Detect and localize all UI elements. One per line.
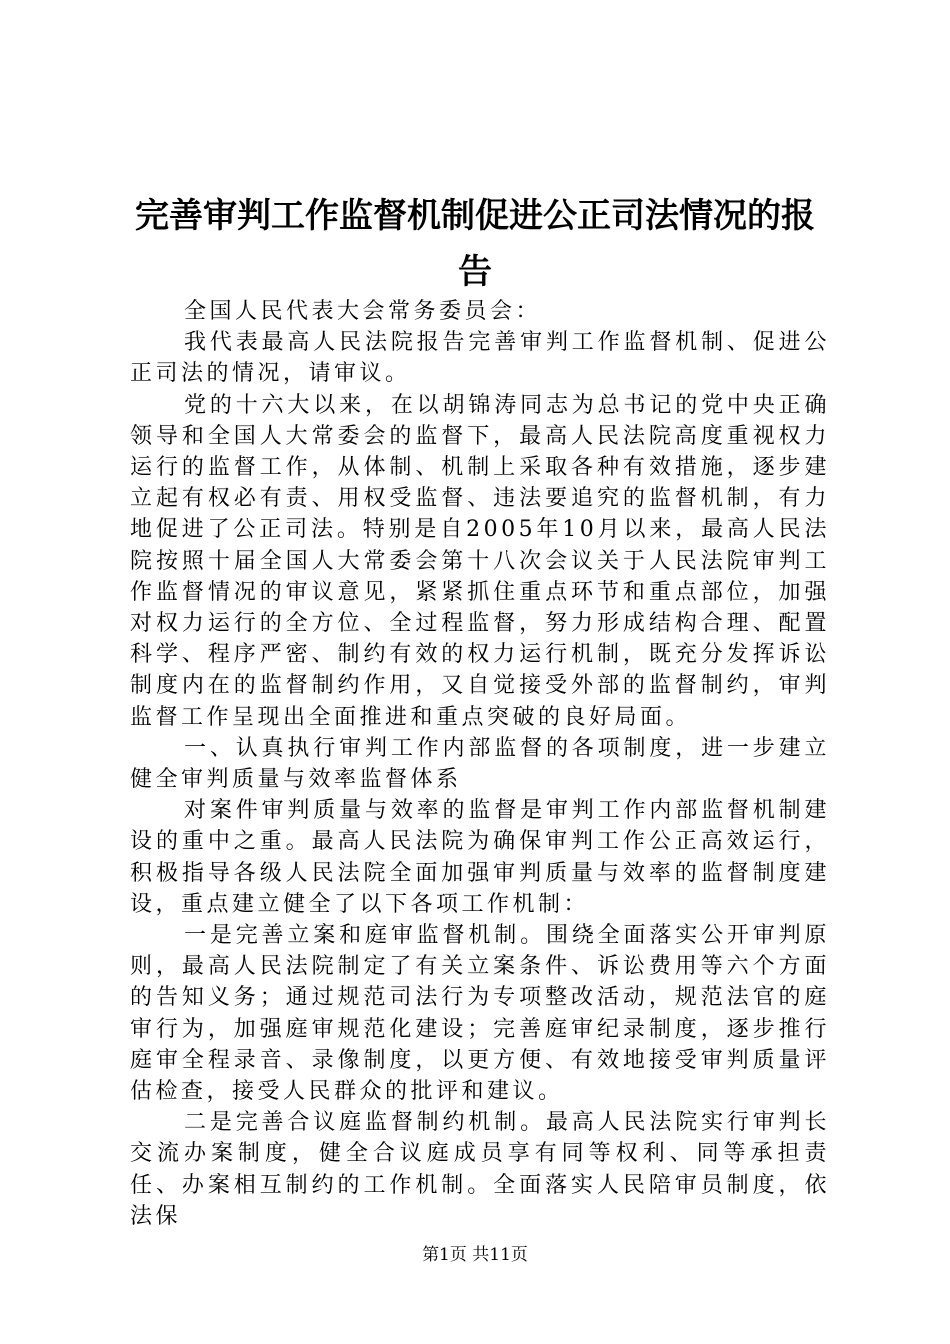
document-title (0, 188, 950, 300)
paragraph-background: 党的十六大以来，在以胡锦涛同志为总书记的党中央正确领导和全国人大常委会的监督下，最高人民法院高度重视权力运行的监督工作，从体制、机制上采取各种有效措施，逐步建立起有权必有责、用权受监督、违法要追究的监督机制，有力地促进了公正司法。特别是自2005年10月以来，最高人民法院按照十届全国人大常委会第十八次会议关于人民法院审判工作监督情况的审议意见，紧紧抓住重点环节和重点部位，加强对权力运行的全方位、全过程监督，努力形成结构合理、配置科学、程序严密、制约有效的权力运行机制，既充分发挥诉讼制度内在的监督制约作用，又自觉接受外部的监督制约，审判监督工作呈现出全面推进和重点突破的良好局面。 (130, 392, 830, 730)
document-body (130, 296, 830, 1232)
paragraph-section-1-intro: 对案件审判质量与效率的监督是审判工作内部监督机制建设的重中之重。最高人民法院为确保审判工作公正高效运行，积极指导各级人民法院全面加强审判质量与效率的监督制度建设，重点建立健全了以下各项工作机制： (130, 798, 830, 917)
paragraph-item-2: 二是完善合议庭监督制约机制。最高人民法院实行审判长交流办案制度，健全合议庭成员享有同等权利、同等承担责任、办案相互制约的工作机制。全面落实人民陪审员制度，依法保 (130, 1110, 830, 1229)
page-number-footer: 第1页 共11页 (422, 1245, 528, 1265)
title-line-1: 完善审判工作监督机制促进公正司法情况的报 (135, 196, 815, 236)
paragraph-intro: 我代表最高人民法院报告完善审判工作监督机制、促进公正司法的情况，请审议。 (130, 330, 830, 387)
title-line-2: 告 (458, 252, 492, 292)
salutation: 全国人民代表大会常务委员会： (184, 299, 542, 324)
section-heading-1: 一、认真执行审判工作内部监督的各项制度，进一步建立健全审判质量与效率监督体系 (130, 735, 830, 793)
paragraph-item-1: 一是完善立案和庭审监督机制。围绕全面落实公开审判原则，最高人民法院制定了有关立案条件、诉讼费用等六个方面的告知义务；通过规范司法行为专项整改活动，规范法官的庭审行为，加强庭审规范化建设；完善庭审纪录制度，逐步推行庭审全程录音、录像制度，以更方便、有效地接受审判质量评估检查，接受人民群众的批评和建议。 (130, 923, 830, 1105)
